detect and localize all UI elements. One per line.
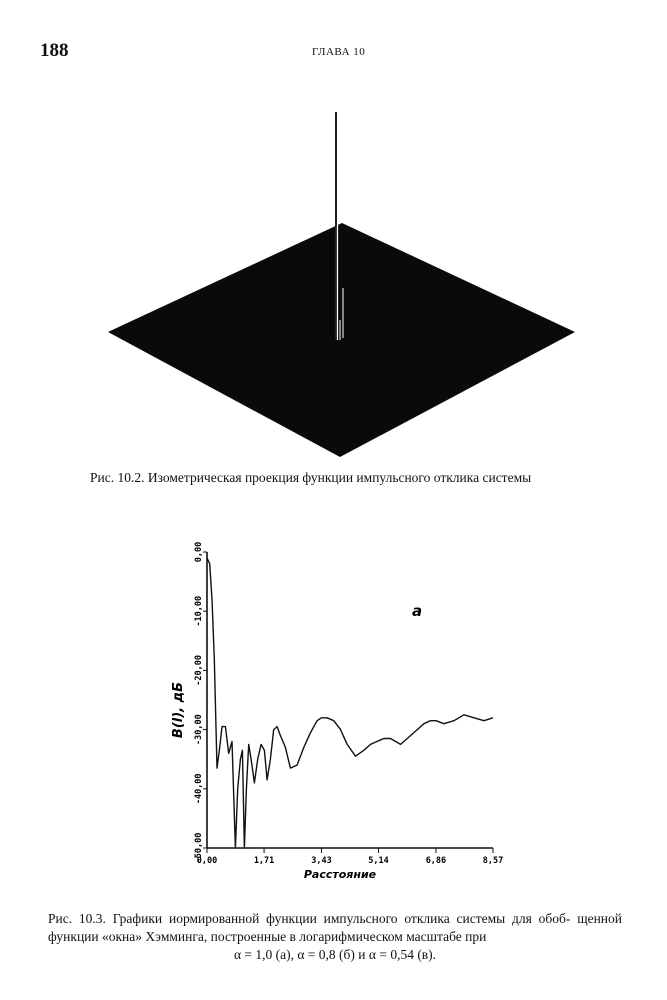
running-head: ГЛАВА 10	[312, 46, 366, 58]
y-tick-label: -50,00	[194, 832, 204, 864]
y-tick-label: -10,00	[194, 595, 204, 627]
x-tick-label: 3,43	[311, 856, 332, 866]
y-tick-label: 0,00	[194, 541, 204, 563]
x-tick-label: 5,14	[368, 856, 389, 866]
panel-label: a	[412, 602, 423, 620]
isometric-projection-figure	[100, 100, 580, 465]
x-tick-label: 6,86	[425, 856, 447, 866]
y-axis-label: B(l), дБ	[171, 681, 186, 739]
log-impulse-response-chart	[160, 530, 520, 890]
y-tick-label: -20,00	[194, 655, 204, 686]
page-number: 188	[40, 40, 69, 61]
y-tick-label: -40,00	[194, 773, 204, 805]
figure-10-3-caption	[48, 910, 622, 963]
caption-line: щенной функции «окна» Хэмминга, построенные в логарифмическом масштабе при	[48, 911, 622, 944]
impulse-plane	[108, 223, 575, 457]
x-tick-label: 0,00	[196, 856, 218, 866]
figure-10-2-caption: Рис. 10.2. Изометрическая проекция функции импульсного отклика системы	[90, 470, 532, 485]
x-axis-label: Расстояние	[303, 868, 377, 881]
x-tick-label: 1,71	[253, 856, 275, 866]
series-line	[207, 558, 493, 848]
x-tick-label: 8,57	[482, 856, 504, 866]
caption-line: α = 1,0 (а), α = 0,8 (б) и α = 0,54 (в).	[233, 946, 437, 962]
caption-line: Рис. 10.3. Графики иормированной функции импульсного отклика системы для обоб-	[48, 911, 571, 926]
y-tick-label: -30,00	[194, 714, 204, 745]
